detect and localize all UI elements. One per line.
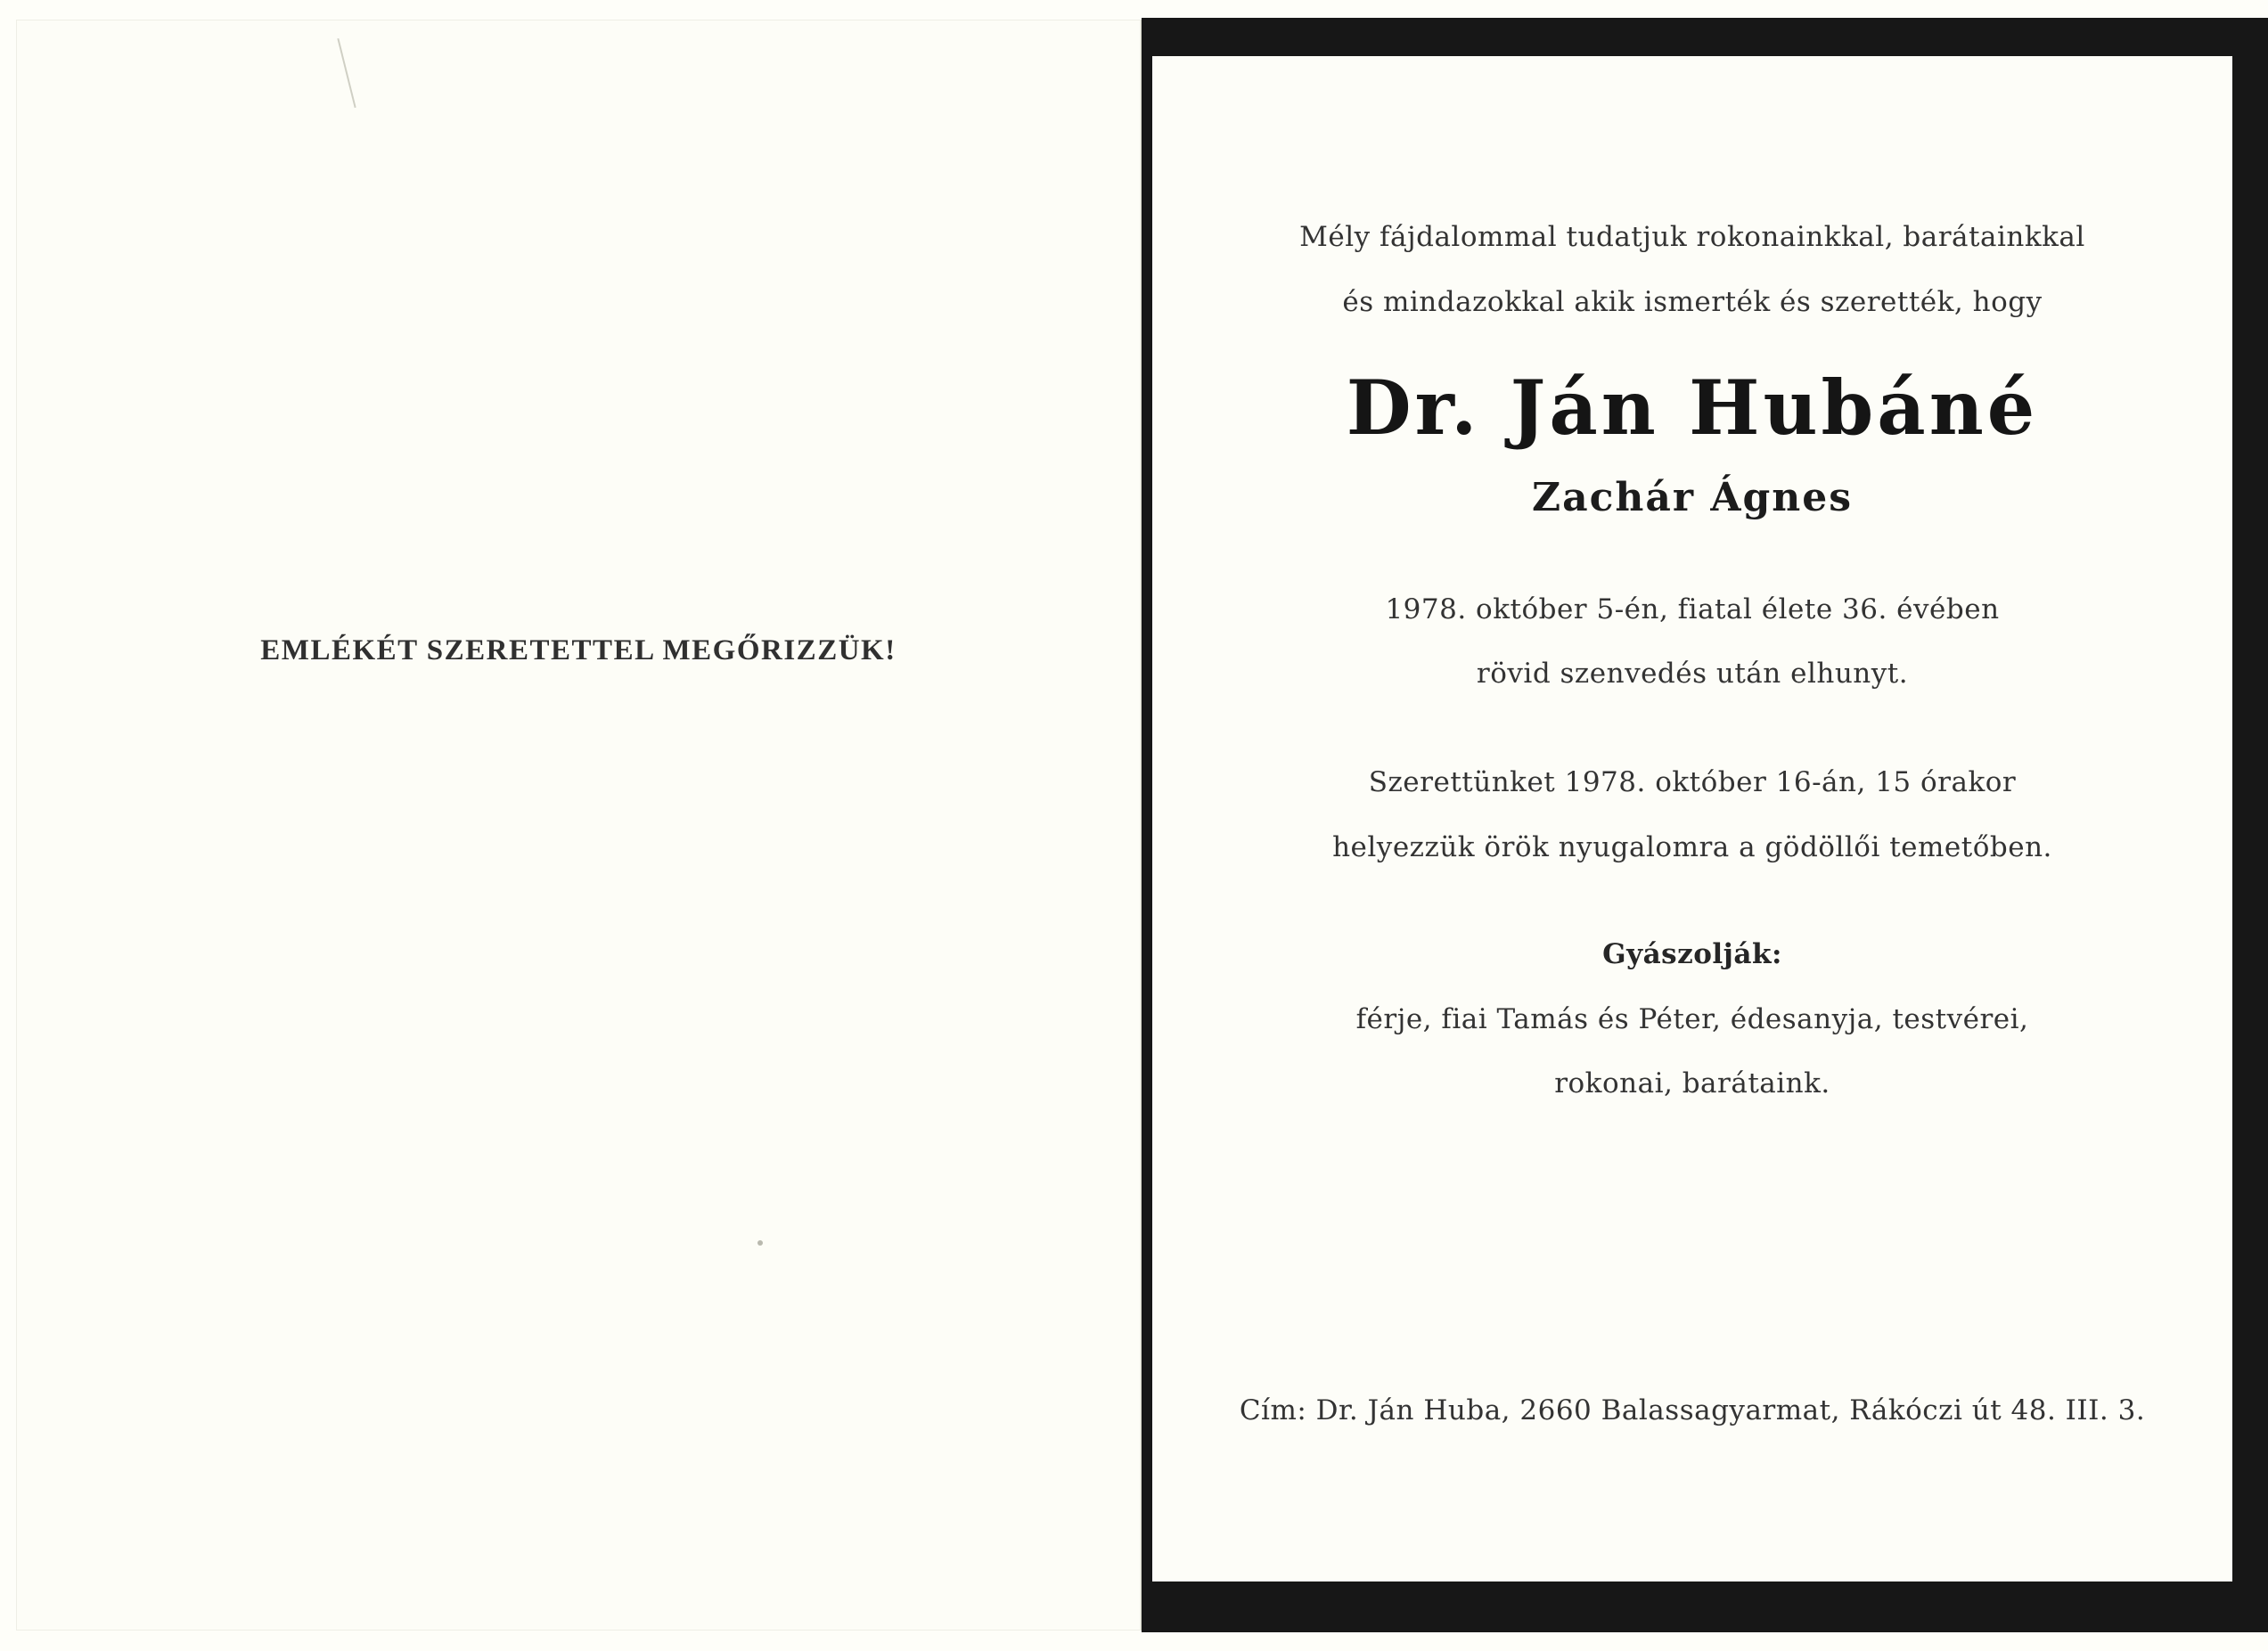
mourners-heading: Gyászolják: xyxy=(1602,938,1782,970)
intro-line-2: és mindazokkal akik ismerték és szerették, hogy xyxy=(1342,286,2043,318)
deceased-name: Dr. Ján Hubáné xyxy=(1346,364,2039,452)
address-line: Cím: Dr. Ján Huba, 2660 Balassagyarmat, Rákóczi út 48. III. 3. xyxy=(1239,1394,2146,1426)
paper-speck xyxy=(757,1240,763,1246)
intro-line-1: Mély fájdalommal tudatjuk rokonainkkal, barátainkkal xyxy=(1299,221,2085,253)
mourners-line-2: rokonai, barátaink. xyxy=(1554,1067,1830,1099)
death-line-2: rövid szenvedés után elhunyt. xyxy=(1476,658,1909,690)
funeral-line-1: Szerettünket 1978. október 16-án, 15 órakor xyxy=(1368,766,2017,798)
funeral-line-2: helyezzük örök nyugalomra a gödöllői temetőben. xyxy=(1332,831,2052,863)
death-line-1: 1978. október 5-én, fiatal élete 36. évében xyxy=(1385,593,2000,625)
obituary-text xyxy=(1152,56,2232,1582)
mourners-line-1: férje, fiai Tamás és Péter, édesanyja, testvérei, xyxy=(1355,1003,2029,1035)
maiden-name: Zachár Ágnes xyxy=(1531,475,1854,520)
left-panel xyxy=(16,20,1142,1631)
memorial-motto: EMLÉKÉT SZERETETTEL MEGŐRIZZÜK! xyxy=(260,634,897,666)
fold-crease xyxy=(337,38,356,108)
